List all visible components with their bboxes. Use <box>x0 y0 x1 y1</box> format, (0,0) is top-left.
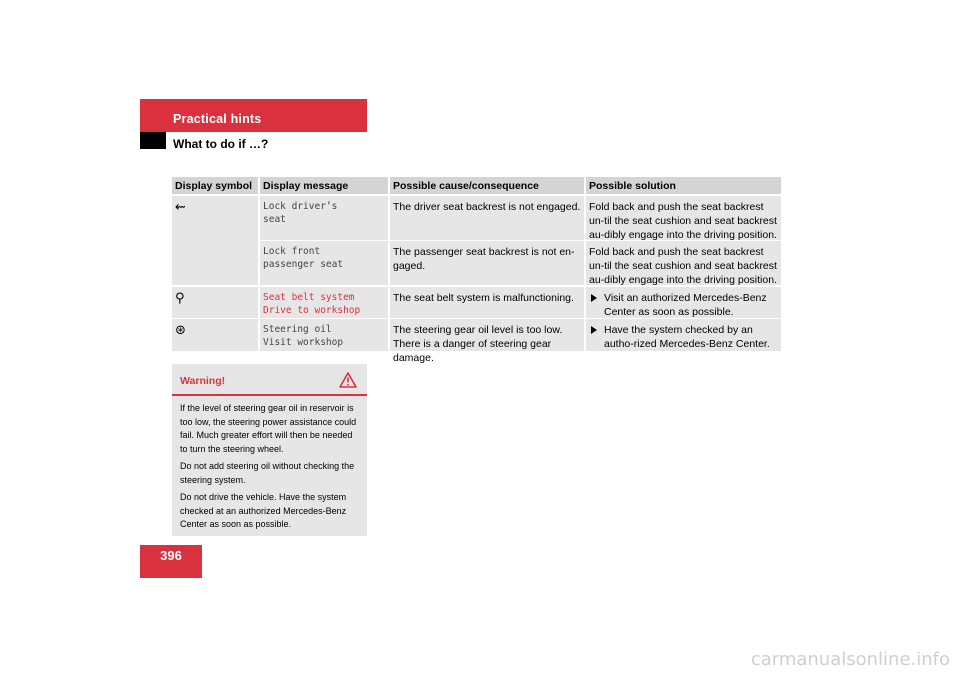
warning-paragraph: Do not drive the vehicle. Have the system checked at an authorized Mercedes-Benz Center as soon as possible. <box>180 492 347 529</box>
solution-step: Have the system checked by an autho-rized Mercedes-Benz Center. <box>589 323 778 351</box>
column-header: Possible cause/consequence <box>390 177 584 194</box>
section-title: Practical hints <box>173 112 262 126</box>
column-header: Possible solution <box>586 177 781 194</box>
table-header-row <box>172 177 781 194</box>
possible-cause: The passenger seat backrest is not en-gaged. <box>390 241 584 285</box>
possible-cause: The steering gear oil level is too low. There is a danger of steering gear damage. <box>390 319 584 351</box>
warning-header <box>172 364 367 396</box>
table-row <box>172 319 781 364</box>
possible-solution: Fold back and push the seat backrest un-til the seat cushion and seat backrest au-dibly engage into the driving position. <box>586 196 781 240</box>
column-header: Display message <box>260 177 388 194</box>
footer-watermark: carmanualsonline.info <box>750 649 950 670</box>
warning-paragraph: Do not add steering oil without checking the steering system. <box>180 461 355 485</box>
display-message: Lock front passenger seat <box>260 241 388 285</box>
possible-solution: Fold back and push the seat backrest un-til the seat cushion and seat backrest au-dibly engage into the driving position. <box>586 241 781 285</box>
table-row <box>172 287 781 318</box>
subsection-title: What to do if …? <box>173 137 269 151</box>
display-message: Steering oil Visit workshop <box>260 319 388 351</box>
seat-belt-icon: ⚲ <box>172 287 258 318</box>
page-number: 396 <box>140 545 202 578</box>
display-message: Lock driver’s seat <box>260 196 388 240</box>
seat-backrest-icon: ⇜ <box>172 196 258 285</box>
possible-cause: The driver seat backrest is not engaged. <box>390 196 584 240</box>
warning-paragraph: If the level of steering gear oil in reservoir is too low, the steering power assistance could fail. Much greater effort will then be needed to turn the steering wheel. <box>180 403 357 454</box>
possible-solution <box>586 287 781 318</box>
table-row <box>172 241 781 285</box>
table-row <box>172 196 781 240</box>
steering-wheel-icon: ⊛ <box>172 319 258 351</box>
column-header: Display symbol <box>172 177 258 194</box>
section-marker <box>140 132 166 149</box>
warning-text <box>180 402 362 536</box>
possible-solution <box>586 319 781 351</box>
possible-cause: The seat belt system is malfunctioning. <box>390 287 584 318</box>
warning-title: Warning! <box>180 375 226 387</box>
warning-box <box>172 364 367 536</box>
solution-step: Visit an authorized Mercedes-Benz Center as soon as possible. <box>589 291 778 319</box>
warning-triangle-icon <box>339 372 357 388</box>
display-message: Seat belt system Drive to workshop <box>260 287 388 318</box>
